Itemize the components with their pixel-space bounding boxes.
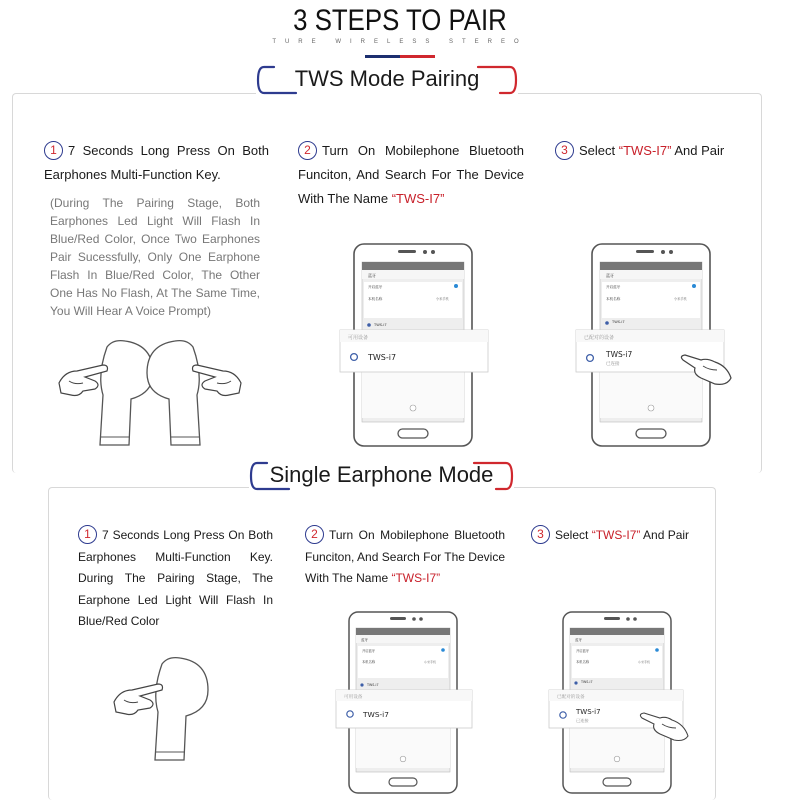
svg-text:TWS-i7: TWS-i7: [368, 353, 397, 362]
svg-text:TWS-i7: TWS-i7: [363, 710, 389, 719]
svg-text:TWS-i7: TWS-i7: [612, 320, 625, 324]
svg-text:可用设备: 可用设备: [344, 695, 363, 700]
svg-text:本机名称: 本机名称: [606, 297, 621, 301]
step-text: Select: [579, 143, 616, 158]
svg-text:本机名称: 本机名称: [368, 297, 383, 301]
svg-text:已连接: 已连接: [606, 362, 620, 367]
svg-text:本机名称: 本机名称: [362, 660, 376, 664]
svg-text:可用设备: 可用设备: [348, 335, 369, 341]
svg-text:小米手机: 小米手机: [436, 297, 449, 301]
device-name-highlight: “TWS-I7”: [391, 191, 445, 206]
step-number-badge: 3: [555, 141, 574, 160]
step-number-badge: 1: [44, 141, 63, 160]
svg-text:TWS-i7: TWS-i7: [576, 708, 601, 716]
single-earbud-press-illustration: [110, 652, 220, 764]
tws-step-1: [44, 139, 269, 187]
single-step-1: [78, 525, 273, 633]
tws-section-title: [256, 63, 518, 97]
page-subtitle: TURE WIRELESS STEREO: [272, 39, 528, 45]
svg-text:TWS-i7: TWS-i7: [367, 683, 379, 687]
single-section-title: [249, 459, 514, 493]
svg-text:开启蓝牙: 开启蓝牙: [368, 285, 383, 289]
phone-search-illustration: [338, 242, 490, 448]
svg-text:开启蓝牙: 开启蓝牙: [576, 649, 590, 653]
svg-text:TWS-i7: TWS-i7: [581, 680, 593, 684]
svg-text:已配对的设备: 已配对的设备: [584, 335, 615, 341]
device-name-highlight: “TWS-I7”: [591, 528, 641, 542]
svg-text:小米手机: 小米手机: [674, 297, 687, 301]
step-text: Select: [555, 528, 589, 542]
step-number-badge: 3: [531, 525, 550, 544]
step-text-after: And Pair: [643, 528, 690, 542]
tws-step-1-note: [50, 194, 260, 320]
svg-text:蓝牙: 蓝牙: [368, 273, 376, 278]
single-section-label: Single Earphone Mode: [269, 462, 494, 487]
svg-text:开启蓝牙: 开启蓝牙: [362, 649, 376, 653]
svg-text:开启蓝牙: 开启蓝牙: [606, 285, 621, 289]
two-earbuds-press-illustration: [55, 335, 245, 450]
svg-text:蓝牙: 蓝牙: [361, 638, 369, 642]
step-number-badge: 2: [298, 141, 317, 160]
tws-step-2: [298, 139, 524, 211]
device-name-highlight: “TWS-I7”: [391, 571, 441, 585]
tws-step-3: [555, 139, 755, 163]
single-step-3: [531, 525, 711, 547]
page-title: 3 STEPS TO PAIR: [293, 4, 507, 37]
svg-text:已连接: 已连接: [576, 718, 589, 723]
phone-pair-illustration: [575, 242, 735, 448]
phone-search-illustration: [334, 610, 474, 795]
svg-text:TWS-i7: TWS-i7: [374, 323, 387, 327]
step-note: (During The Pairing Stage, Both Earphones Led Light Will Flash In Blue/Red Color, Once Two Earphones Pair Sucessfully, Only One Earphone Flash In Blue/Red Color, The Other One Has No Flash, At The Same Time, You Will Hear A Voice Prompt): [50, 196, 260, 318]
svg-text:小米手机: 小米手机: [638, 660, 651, 664]
step-text-after: And Pair: [674, 143, 725, 158]
device-name-highlight: “TWS-I7”: [618, 143, 672, 158]
step-number-badge: 2: [305, 525, 324, 544]
svg-text:蓝牙: 蓝牙: [606, 273, 614, 278]
svg-text:TWS-i7: TWS-i7: [606, 350, 633, 359]
step-text: 7 Seconds Long Press On Both Earphones Multi-Function Key. During The Pairing Stage, The Earphone Led Light Will Flash In Blue/Red Color: [78, 528, 273, 628]
step-text: 7 Seconds Long Press On Both Earphones Multi-Function Key.: [44, 143, 269, 182]
title-accent-bar: [365, 55, 435, 58]
phone-pair-illustration: [548, 610, 690, 795]
step-text: Turn On Mobilephone Bluetooth Funciton, And Search For The Device With The Name: [298, 143, 524, 206]
tws-section-label: TWS Mode Pairing: [294, 66, 480, 91]
svg-text:蓝牙: 蓝牙: [575, 638, 583, 642]
svg-text:已配对的设备: 已配对的设备: [557, 695, 585, 700]
step-text: Turn On Mobilephone Bluetooth Funciton, And Search For The Device With The Name: [305, 528, 505, 585]
step-number-badge: 1: [78, 525, 97, 544]
svg-text:本机名称: 本机名称: [576, 660, 590, 664]
single-step-2: [305, 525, 505, 590]
svg-text:小米手机: 小米手机: [424, 660, 437, 664]
